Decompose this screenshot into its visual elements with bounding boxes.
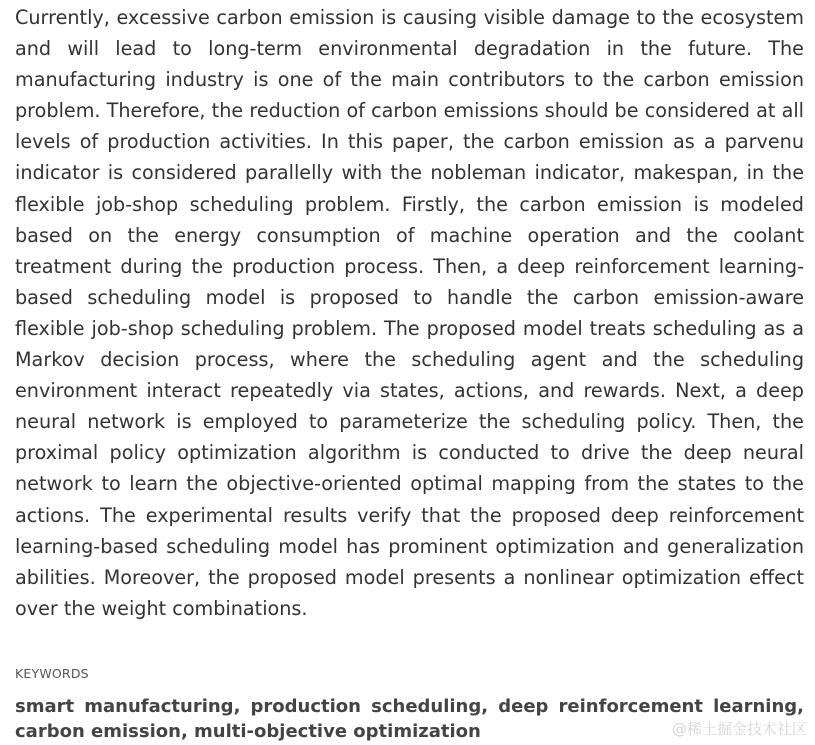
keywords-list: smart manufacturing, production scheduling, deep reinforcement learning, carbon emission, multi-objective optimization xyxy=(15,696,804,742)
keywords-heading: KEYWORDS xyxy=(15,666,89,681)
abstract-paragraph: Currently, excessive carbon emission is causing visible damage to the ecosystem and will lead to long-term environmental degradation in the future. The manufacturing industry is one of the main contributors to the carbon emission problem. Therefore, the reduction of carbon emissions should be considered at all levels of production activities. In this paper, the carbon emission as a parvenu indicator is considered parallelly with the nobleman indicator, makespan, in the flexible job-shop scheduling problem. Firstly, the carbon emission is modeled based on the energy consumption of machine operation and the coolant treatment during the production process. Then, a deep reinforcement learning-based scheduling model is proposed to handle the carbon emission-aware flexible job-shop scheduling problem. The proposed model treats scheduling as a Markov decision process, where the scheduling agent and the scheduling environment interact repeatedly via states, actions, and rewards. Next, a deep neural network is employed to parameterize the scheduling policy. Then, the proximal policy optimization algorithm is conducted to drive the deep neural network to learn the objective-oriented optimal mapping from the states to the actions. The experimental results verify that the proposed deep reinforcement learning-based scheduling model has prominent optimization and generalization abilities. Moreover, the proposed model presents a nonlinear optimization effect over the weight combinations. xyxy=(15,6,804,620)
watermark-text: @稀土掘金技术社区 xyxy=(671,720,807,738)
